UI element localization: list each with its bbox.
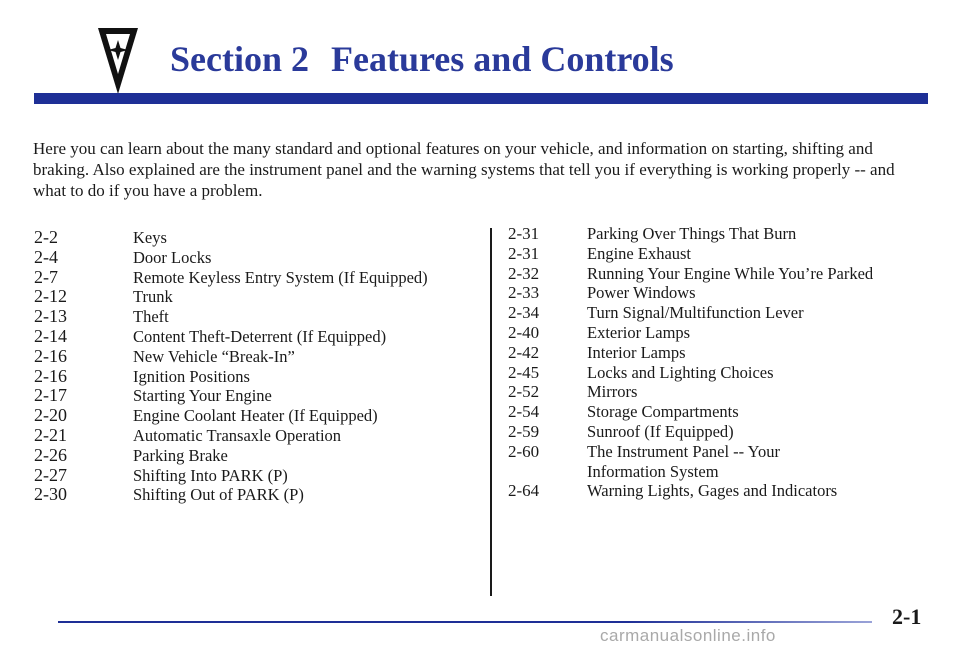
toc-row[interactable] xyxy=(508,224,928,244)
toc-topic: Trunk xyxy=(133,287,173,307)
toc-row[interactable] xyxy=(508,363,928,383)
toc-row[interactable] xyxy=(34,406,474,426)
toc-topic: Ignition Positions xyxy=(133,366,250,386)
toc-row[interactable] xyxy=(34,446,474,466)
toc-page-number: 2-26 xyxy=(34,444,67,465)
toc-page-number: 2-20 xyxy=(34,405,67,426)
toc-page-number: 2-52 xyxy=(508,382,540,402)
toc-page-number: 2-13 xyxy=(34,306,67,327)
toc-page-number: 2-2 xyxy=(34,227,58,247)
toc-topic: Automatic Transaxle Operation xyxy=(133,425,342,445)
page-number: 2-1 xyxy=(892,604,922,629)
toc-topic: Locks and Lighting Choices xyxy=(587,362,774,382)
toc-topic: Mirrors xyxy=(587,382,638,402)
toc-row[interactable] xyxy=(508,303,928,323)
toc-row[interactable] xyxy=(34,347,474,367)
toc-page-number: 2-17 xyxy=(34,385,67,406)
toc-page-number: 2-16 xyxy=(34,365,67,386)
toc-page-number: 2-31 xyxy=(508,224,540,243)
toc-row[interactable] xyxy=(34,327,474,347)
toc-topic: Power Windows xyxy=(587,283,696,303)
toc-row[interactable] xyxy=(34,268,474,288)
watermark: carmanualsonline.info xyxy=(600,626,776,645)
toc-page-number: 2-40 xyxy=(508,322,540,342)
toc-topic: Parking Brake xyxy=(133,445,228,465)
toc-row[interactable] xyxy=(34,466,474,486)
toc-row[interactable] xyxy=(508,343,928,363)
footer-rule xyxy=(58,621,872,623)
toc-page-number: 2-16 xyxy=(34,345,67,366)
toc-page-number: 2-31 xyxy=(508,243,540,263)
toc-page-number: 2-60 xyxy=(508,441,540,461)
toc-row[interactable] xyxy=(508,402,928,422)
toc-page-number: 2-21 xyxy=(34,424,67,445)
column-divider xyxy=(490,228,492,596)
toc-topic: Sunroof (If Equipped) xyxy=(587,421,734,441)
intro-paragraph: Here you can learn about the many standard and optional features on your vehicle, and information on starting, shifting and braking. Also explained are the instrument panel and the warning systems that tell you if everything is working properly -- and what to do if you have a problem. xyxy=(33,139,895,200)
title-rule xyxy=(34,93,928,104)
toc-row[interactable] xyxy=(508,264,928,284)
toc-row[interactable] xyxy=(34,248,474,268)
toc-right-column xyxy=(508,224,928,501)
toc-topic: Exterior Lamps xyxy=(587,322,691,342)
toc-topic: Engine Exhaust xyxy=(587,243,692,263)
toc-topic: Shifting Out of PARK (P) xyxy=(133,485,304,505)
toc-topic: Shifting Into PARK (P) xyxy=(133,465,288,485)
toc-page-number: 2-64 xyxy=(508,481,540,501)
toc-page-number: 2-4 xyxy=(34,246,58,267)
toc-row[interactable] xyxy=(34,307,474,327)
toc-row[interactable] xyxy=(508,442,928,482)
toc-topic: Warning Lights, Gages and Indicators xyxy=(587,481,838,501)
toc-row[interactable] xyxy=(34,386,474,406)
toc-page-number: 2-30 xyxy=(34,484,67,505)
toc-row[interactable] xyxy=(34,287,474,307)
toc-row[interactable] xyxy=(34,228,474,248)
toc-topic: Remote Keyless Entry System (If Equipped) xyxy=(133,267,428,287)
section-title: Features and Controls xyxy=(331,39,674,79)
toc-row[interactable] xyxy=(508,382,928,402)
toc-topic: Engine Coolant Heater (If Equipped) xyxy=(133,406,378,426)
toc-topic: Parking Over Things That Burn xyxy=(587,224,797,243)
toc-topic: Running Your Engine While You’re Parked xyxy=(587,263,874,283)
section-number: Section 2 xyxy=(170,39,309,79)
toc-page-number: 2-14 xyxy=(34,325,67,346)
toc-page-number: 2-54 xyxy=(508,402,540,422)
pontiac-arrowhead-logo-icon xyxy=(96,26,140,96)
toc-row[interactable] xyxy=(508,481,928,501)
toc-page-number: 2-32 xyxy=(508,263,540,283)
toc-row[interactable] xyxy=(34,485,474,505)
toc-page-number: 2-59 xyxy=(508,421,540,441)
toc-page-number: 2-12 xyxy=(34,286,67,307)
toc-page-number: 2-34 xyxy=(508,303,540,323)
toc-topic: Keys xyxy=(133,228,167,247)
toc-topic: Interior Lamps xyxy=(587,342,686,362)
page-title xyxy=(170,38,674,80)
toc-row[interactable] xyxy=(34,367,474,387)
toc-left-column xyxy=(34,228,474,505)
toc-topic: Door Locks xyxy=(133,247,212,267)
toc-row[interactable] xyxy=(508,422,928,442)
toc-page-number: 2-45 xyxy=(508,362,540,382)
toc-topic: Content Theft-Deterrent (If Equipped) xyxy=(133,326,387,346)
toc-topic: Storage Compartments xyxy=(587,402,739,422)
toc-page-number: 2-7 xyxy=(34,266,58,287)
toc-page-number: 2-33 xyxy=(508,283,540,303)
toc-page-number: 2-27 xyxy=(34,464,67,485)
toc-row[interactable] xyxy=(508,283,928,303)
toc-row[interactable] xyxy=(508,244,928,264)
toc-page-number: 2-42 xyxy=(508,342,540,362)
toc-topic: Starting Your Engine xyxy=(133,386,272,406)
toc-row[interactable] xyxy=(508,323,928,343)
toc-topic: Theft xyxy=(133,307,169,327)
toc-row[interactable] xyxy=(34,426,474,446)
toc-topic: The Instrument Panel -- Your Information System xyxy=(587,441,780,481)
toc-topic: Turn Signal/Multifunction Lever xyxy=(587,303,804,323)
toc-topic: New Vehicle “Break-In” xyxy=(133,346,295,366)
